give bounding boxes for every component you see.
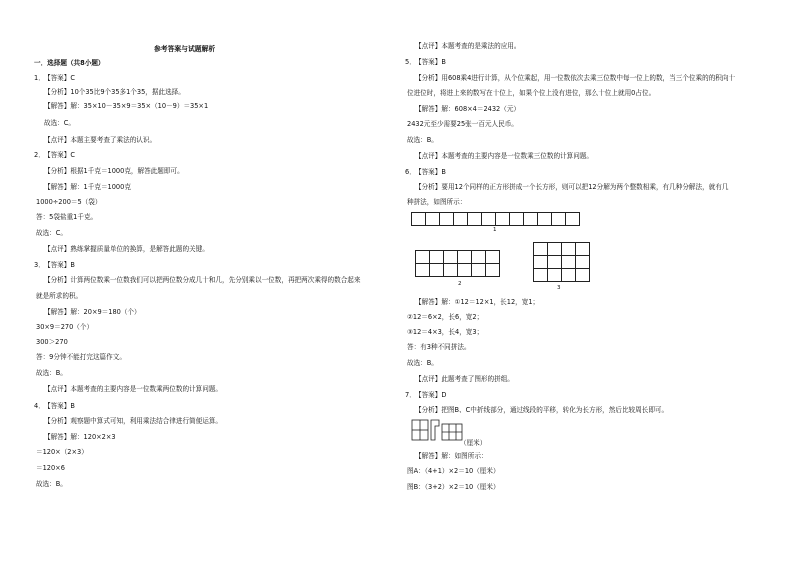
q3-answer: 【答案】B: [44, 261, 75, 269]
section-title: 一．选择题（共8小题）: [34, 59, 105, 67]
figure-label-1: 1: [493, 227, 497, 233]
figure-4x3-grid: [533, 242, 590, 282]
q6-step1: ②12＝6×2，长6，宽2；: [407, 313, 484, 321]
q3-number: 3．: [34, 261, 45, 269]
q1-analysis: 【分析】10个35比9个35多1个35，据此选择。: [44, 88, 185, 96]
q7-unit: （厘米）: [460, 439, 487, 447]
q4-choice: 故选：B。: [36, 480, 67, 488]
q2-reply: 答：5袋盐重1千克。: [36, 213, 98, 221]
q7-figure-b: 图B：（3+2）×2＝10（厘米）: [407, 483, 500, 491]
figure-6x2-grid: [415, 250, 500, 277]
q3-solution: 【解答】解：20×9＝180（个）: [44, 308, 141, 316]
q2-comment: 【点评】熟练掌握质量单位的换算，是解答此题的关键。: [44, 245, 209, 253]
q2-step: 1000÷200＝5（袋）: [36, 198, 102, 206]
q7-analysis: 【分析】把图B、C中折线部分，通过线段的平移，转化为长方形，然后比较周长即可。: [415, 406, 669, 414]
q2-analysis: 【分析】根据1千克＝1000克，解答此题即可。: [44, 167, 184, 175]
q6-comment: 【点评】此题考查了图形的拼组。: [415, 375, 514, 383]
q1-choice: 故选：C。: [44, 119, 75, 127]
q6-number: 6．: [405, 168, 416, 176]
q5-analysis-line1: 【分析】用608乘4进行计算，从个位乘起，用一位数依次去乘三位数中每一位上的数，当三个位乘的的积向十: [415, 74, 736, 82]
q3-analysis-line1: 【分析】计算两位数乘一位数我们可以把两位数分成几十和几，先分别乘以一位数，再把两次乘得的数合起来: [44, 276, 361, 284]
q6-analysis-line2: 种拼法，如图所示：: [407, 198, 467, 206]
q1-solution: 【解答】解：35×10－35×9＝35×（10－9）＝35×1: [44, 102, 209, 110]
q1-comment: 【点评】本题主要考查了乘法的认识。: [44, 136, 157, 144]
q3-comment: 【点评】本题考查的主要内容是一位数乘两位数的计算问题。: [44, 385, 223, 393]
figure-label-3: 3: [557, 285, 561, 291]
q6-answer: 【答案】B: [415, 168, 446, 176]
q4-answer: 【答案】B: [44, 402, 75, 410]
q3-reply: 答：9分钟不能打完这篇作文。: [36, 353, 126, 361]
page-title: 参考答案与试题解析: [154, 45, 216, 53]
q7-solution: 【解答】解：如图所示：: [415, 452, 488, 460]
q3-choice: 故选：B。: [36, 369, 67, 377]
q7-number: 7．: [405, 391, 416, 399]
q6-solution: 【解答】解：①12＝12×1，长12，宽1；: [415, 298, 540, 306]
q5-solution: 【解答】解：608×4＝2432（元）: [415, 105, 521, 113]
q4-solution: 【解答】解：120×2×3: [44, 433, 116, 441]
q4-step1: ＝120×（2×3）: [36, 448, 88, 456]
q5-analysis-line2: 位进位时，将进上来的数写在十位上，如果个位上没有进位，那么十位上就用0占位。: [407, 89, 656, 97]
q4-analysis: 【分析】观察题中算式可知，利用乘法结合律进行简便运算。: [44, 417, 223, 425]
q5-answer: 【答案】B: [415, 58, 446, 66]
q4-number: 4．: [34, 402, 45, 410]
q7-figure-a: 图A：（4+1）×2＝10（厘米）: [407, 467, 500, 475]
q5-number: 5．: [405, 58, 416, 66]
q6-reply: 答：有3种不同拼法。: [407, 343, 471, 351]
q7-answer: 【答案】D: [415, 391, 447, 399]
q2-choice: 故选：C。: [36, 229, 67, 237]
q3-analysis-line2: 就是所求的积。: [36, 292, 83, 300]
q5-choice: 故选：B。: [407, 136, 438, 144]
q1-answer: 【答案】C: [44, 74, 75, 82]
q5-step: 2432元至少需要25张一百元人民币。: [407, 120, 518, 128]
q2-number: 2．: [34, 151, 45, 159]
q4-step2: ＝120×6: [36, 464, 65, 472]
q2-solution: 【解答】解：1千克＝1000克: [44, 183, 131, 191]
figure-12x1-grid: [411, 212, 580, 226]
q6-choice: 故选：B。: [407, 359, 438, 367]
q5-comment: 【点评】本题考查的主要内容是一位数乘三位数的计算问题。: [415, 152, 594, 160]
q3-step2: 300＞270: [36, 338, 68, 346]
q4-comment: 【点评】本题考查的是乘法的应用。: [415, 42, 521, 50]
q2-answer: 【答案】C: [44, 151, 75, 159]
q6-analysis-line1: 【分析】要用12个同样的正方形拼成一个长方形，则可以把12分解为两个整数相乘，有几种分解法，就有几: [415, 183, 729, 191]
figure-label-2: 2: [458, 281, 462, 287]
q6-step2: ③12＝4×3，长4，宽3；: [407, 328, 484, 336]
q1-number: 1．: [34, 74, 45, 82]
q3-step1: 30×9＝270（个）: [36, 323, 94, 331]
